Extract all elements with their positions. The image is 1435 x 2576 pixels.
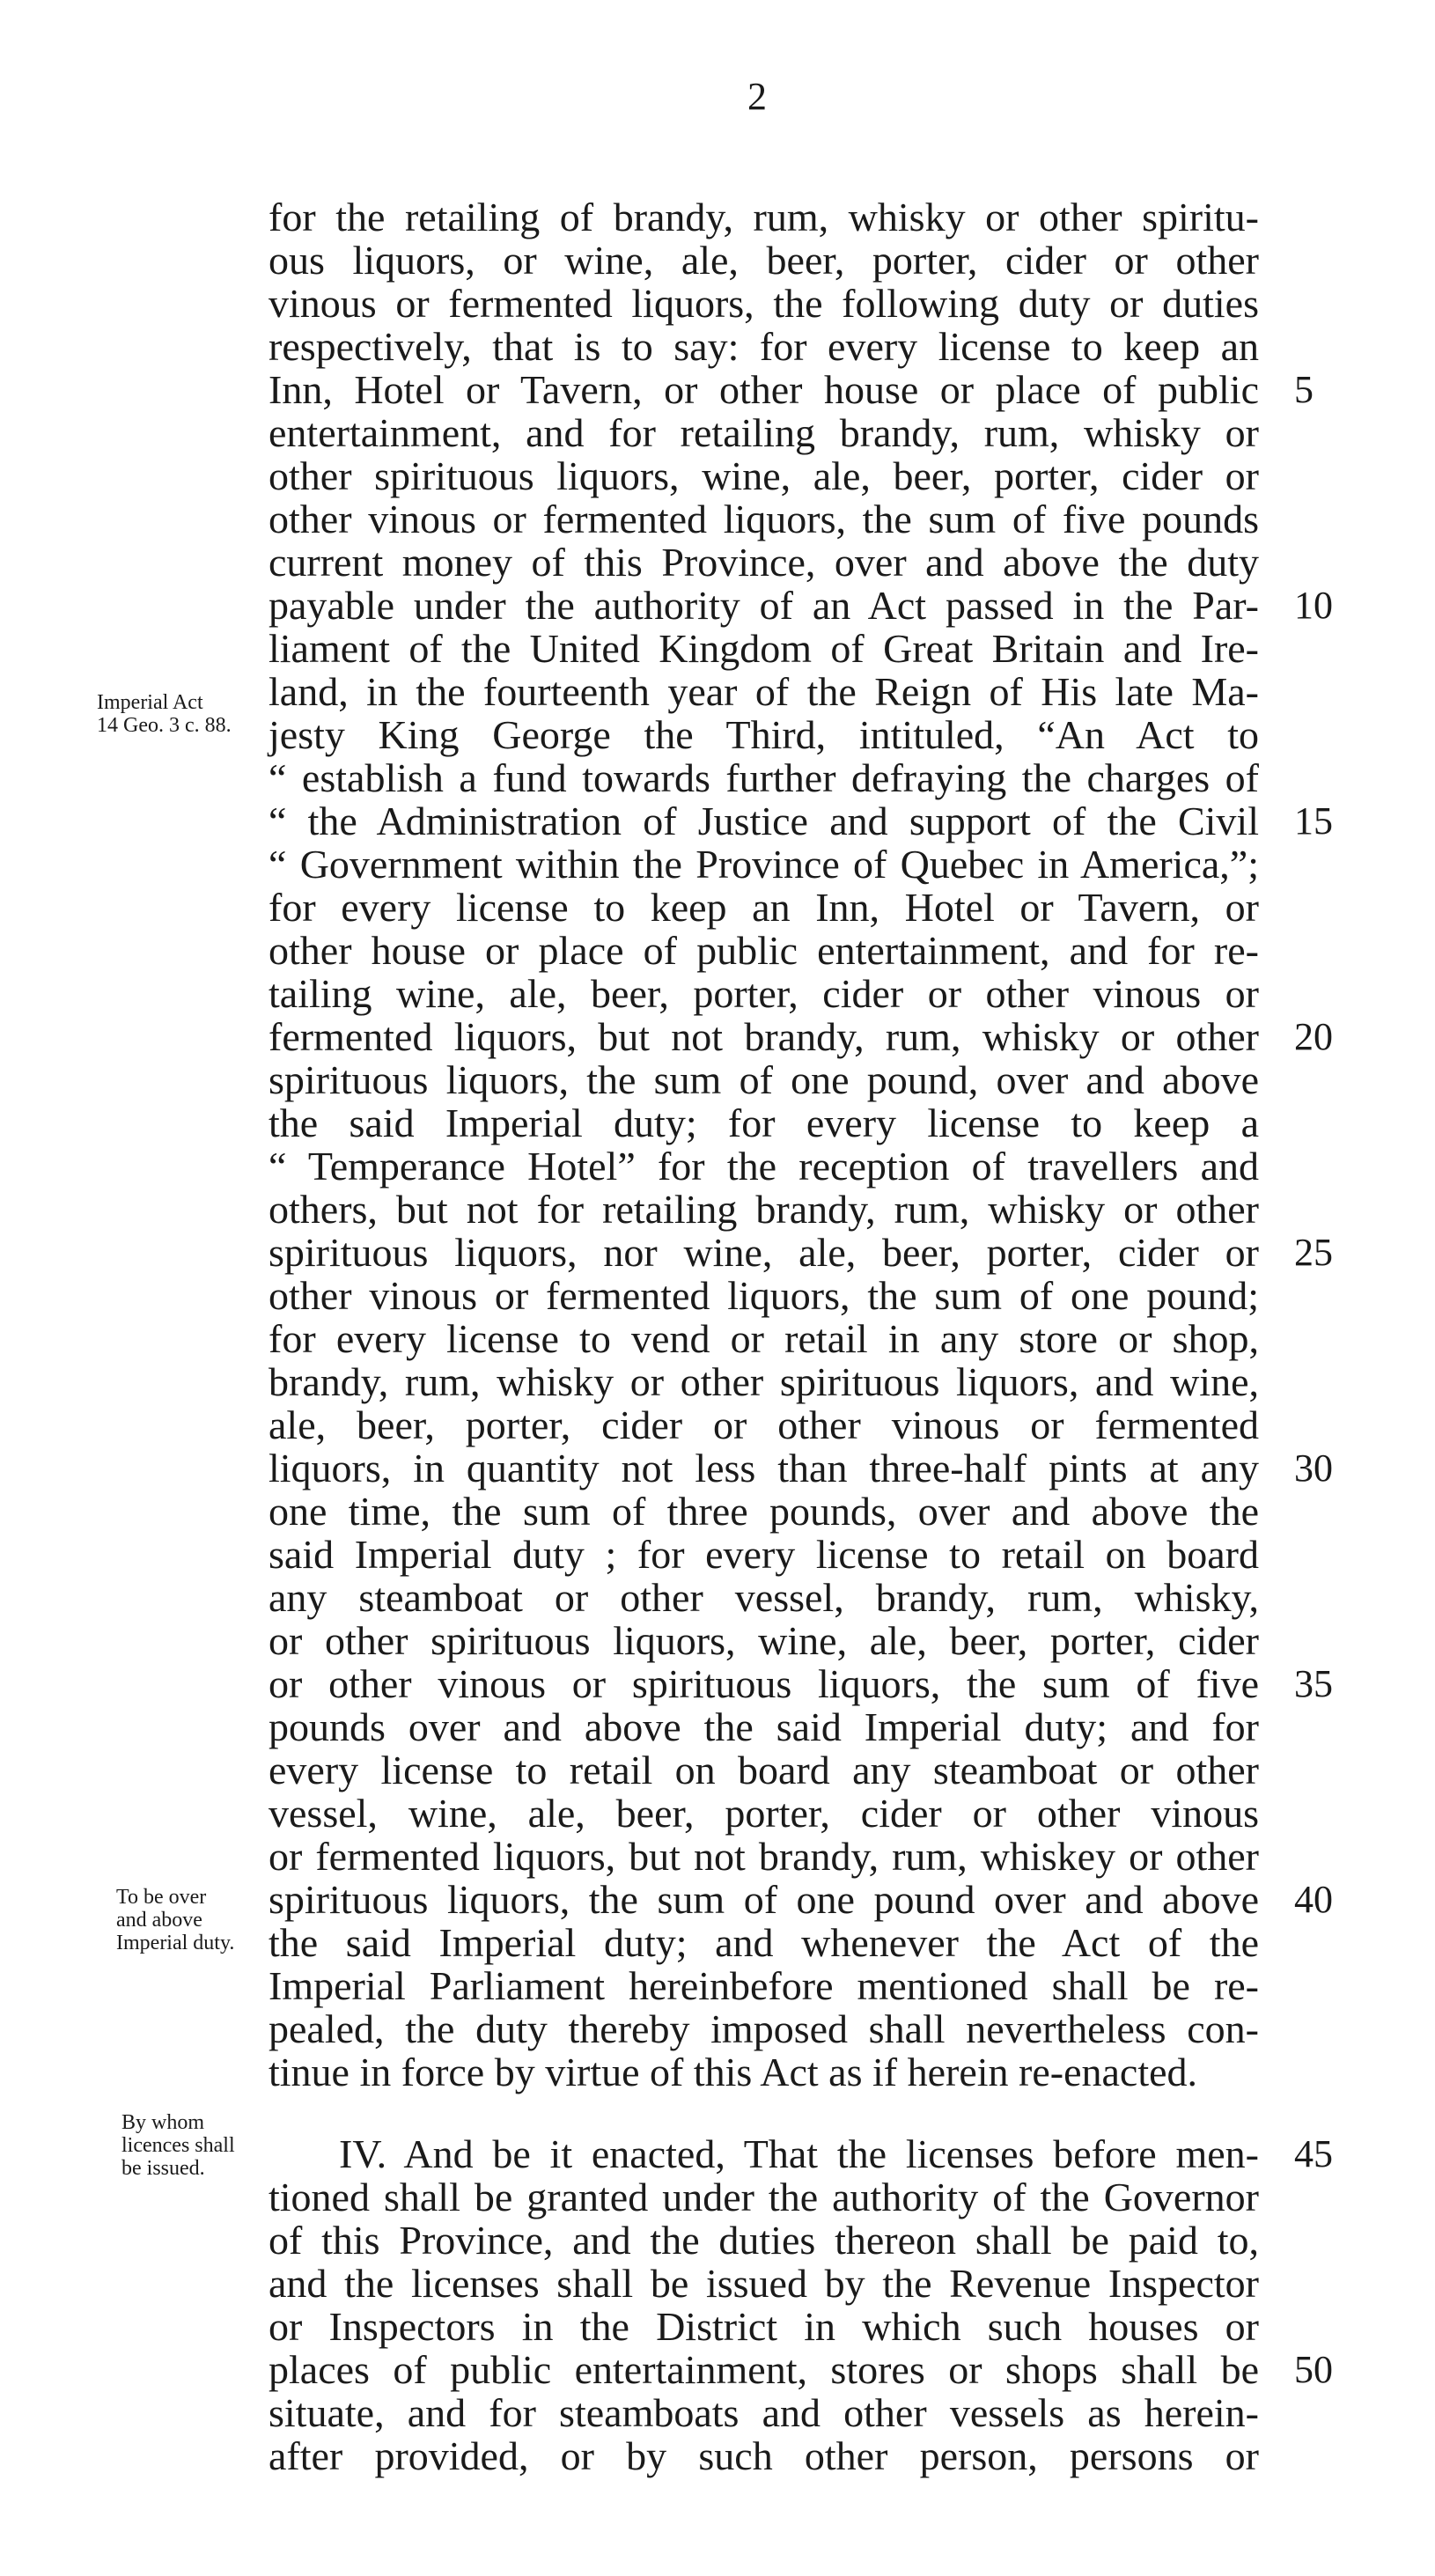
margin-note-line: licences shall <box>121 2134 235 2157</box>
page-number: 2 <box>747 75 767 118</box>
text-line: jesty King George the Third, intituled, “An Act to <box>269 712 1259 757</box>
text-line: one time, the sum of three pounds, over and above the <box>269 1489 1259 1534</box>
text-line: for the retailing of brandy, rum, whisky or other spiritu- <box>269 195 1259 239</box>
text-line: and the licenses shall be issued by the Revenue Inspector <box>269 2261 1259 2306</box>
margin-note-line: be issued. <box>121 2157 205 2180</box>
text-line: or other spirituous liquors, wine, ale, beer, porter, cider <box>269 1618 1259 1663</box>
line-number: 50 <box>1294 2348 1333 2391</box>
text-line <box>269 2131 1333 2176</box>
text-line: said Imperial duty ; for every license to retail on board <box>269 1532 1259 1577</box>
text-line: the said Imperial duty; for every license to keep a <box>269 1100 1259 1145</box>
text-line: any steamboat or other vessel, brandy, rum, whisky, <box>269 1575 1259 1620</box>
line-number: 15 <box>1294 799 1333 843</box>
text-line: tioned shall be granted under the authority of the Governor <box>269 2175 1259 2219</box>
text-line: land, in the fourteenth year of the Reign of His late Ma- <box>269 669 1259 714</box>
body-text <box>269 195 1333 2478</box>
text-line: “ establish a fund towards further defraying the charges of <box>269 755 1259 800</box>
margin-note-line: 14 Geo. 3 c. 88. <box>97 714 232 737</box>
text-line: of this Province, and the duties thereon shall be paid to, <box>269 2218 1259 2263</box>
text-line <box>269 1230 1333 1275</box>
text-line: tailing wine, ale, beer, porter, cider or other vinous or <box>269 971 1259 1016</box>
text-line: every license to retail on board any steamboat or other <box>269 1748 1259 1792</box>
text-line-content: “ the Administration of Justice and support of the Civil <box>269 799 1259 843</box>
text-line <box>269 1014 1333 1059</box>
text-line: brandy, rum, whisky or other spirituous liquors, and wine, <box>269 1359 1259 1404</box>
text-line: entertainment, and for retailing brandy, rum, whisky or <box>269 410 1259 455</box>
text-line <box>269 1661 1333 1706</box>
text-line: other vinous or fermented liquors, the sum of one pound; <box>269 1273 1259 1318</box>
text-line-content: liquors, in quantity not less than three-half pints at any <box>269 1446 1259 1490</box>
line-number: 35 <box>1294 1662 1333 1705</box>
line-number: 30 <box>1294 1446 1333 1490</box>
text-line: pealed, the duty thereby imposed shall nevertheless con- <box>269 2006 1259 2051</box>
text-line: liament of the United Kingdom of Great Britain and Ire- <box>269 626 1259 671</box>
text-line <box>269 367 1314 412</box>
text-line: the said Imperial duty; and whenever the Act of the <box>269 1920 1259 1965</box>
text-line: after provided, or by such other person, persons or <box>269 2433 1259 2478</box>
text-line: spirituous liquors, the sum of one pound, over and above <box>269 1057 1259 1102</box>
margin-note-line: By whom <box>121 2111 205 2134</box>
text-line-content: fermented liquors, but not brandy, rum, whisky or other <box>269 1014 1259 1059</box>
text-line-content: IV. And be it enacted, That the licenses before men- <box>339 2131 1259 2176</box>
text-line <box>269 799 1333 843</box>
text-line: or fermented liquors, but not brandy, rum, whiskey or other <box>269 1834 1259 1879</box>
margin-note-line: Imperial duty. <box>116 1932 235 1954</box>
text-line: vinous or fermented liquors, the following duty or duties <box>269 281 1259 326</box>
text-line: Imperial Parliament hereinbefore mentioned shall be re- <box>269 1963 1259 2008</box>
text-line: “ Temperance Hotel” for the reception of travellers and <box>269 1144 1259 1189</box>
text-line-content: spirituous liquors, the sum of one pound over and above <box>269 1877 1259 1922</box>
text-line-content: or other vinous or spirituous liquors, the sum of five <box>269 1661 1259 1706</box>
text-line: pounds over and above the said Imperial duty; and for <box>269 1704 1259 1749</box>
margin-note-imperial-act <box>97 691 232 737</box>
text-line: “ Government within the Province of Quebec in America,”; <box>269 842 1259 887</box>
text-line: tinue in force by virtue of this Act as if herein re-enacted. <box>269 2050 1198 2094</box>
text-line: vessel, wine, ale, beer, porter, cider or other vinous <box>269 1791 1259 1836</box>
text-line: for every license to keep an Inn, Hotel or Tavern, or <box>269 885 1259 930</box>
margin-note-line: To be over <box>116 1886 207 1909</box>
margin-note-by-whom <box>121 2111 235 2180</box>
text-line-content: payable under the authority of an Act passed in the Par- <box>269 583 1259 628</box>
text-line-content: Inn, Hotel or Tavern, or other house or place of public <box>269 367 1259 412</box>
text-line <box>269 2347 1333 2392</box>
text-line: other house or place of public entertainment, and for re- <box>269 928 1259 973</box>
text-line: current money of this Province, over and above the duty <box>269 540 1259 585</box>
line-number: 25 <box>1294 1231 1333 1274</box>
text-line: other vinous or fermented liquors, the sum of five pounds <box>269 497 1259 541</box>
line-number: 10 <box>1294 584 1333 627</box>
text-line: others, but not for retailing brandy, rum, whisky or other <box>269 1187 1259 1232</box>
line-number: 5 <box>1294 368 1314 411</box>
text-line-content: places of public entertainment, stores or shops shall be <box>269 2347 1259 2392</box>
text-line: for every license to vend or retail in any store or shop, <box>269 1316 1259 1361</box>
text-line: respectively, that is to say: for every license to keep an <box>269 324 1259 369</box>
text-line <box>269 583 1333 628</box>
text-line: other spirituous liquors, wine, ale, beer, porter, cider or <box>269 453 1259 498</box>
margin-note-line: and above <box>116 1909 202 1932</box>
text-line: ale, beer, porter, cider or other vinous or fermented <box>269 1402 1259 1447</box>
margin-note-over-and-above <box>116 1886 234 1954</box>
margin-note-line: Imperial Act <box>97 691 203 714</box>
text-line: ous liquors, or wine, ale, beer, porter, cider or other <box>269 238 1259 283</box>
text-line <box>269 1446 1333 1490</box>
text-line: or Inspectors in the District in which such houses or <box>269 2304 1259 2349</box>
text-line: situate, and for steamboats and other vessels as herein- <box>269 2390 1259 2435</box>
line-number: 20 <box>1294 1015 1333 1058</box>
line-number: 40 <box>1294 1878 1333 1921</box>
text-line-content: spirituous liquors, nor wine, ale, beer, porter, cider or <box>269 1230 1259 1275</box>
text-line <box>269 1877 1333 1922</box>
line-number: 45 <box>1294 2132 1333 2175</box>
